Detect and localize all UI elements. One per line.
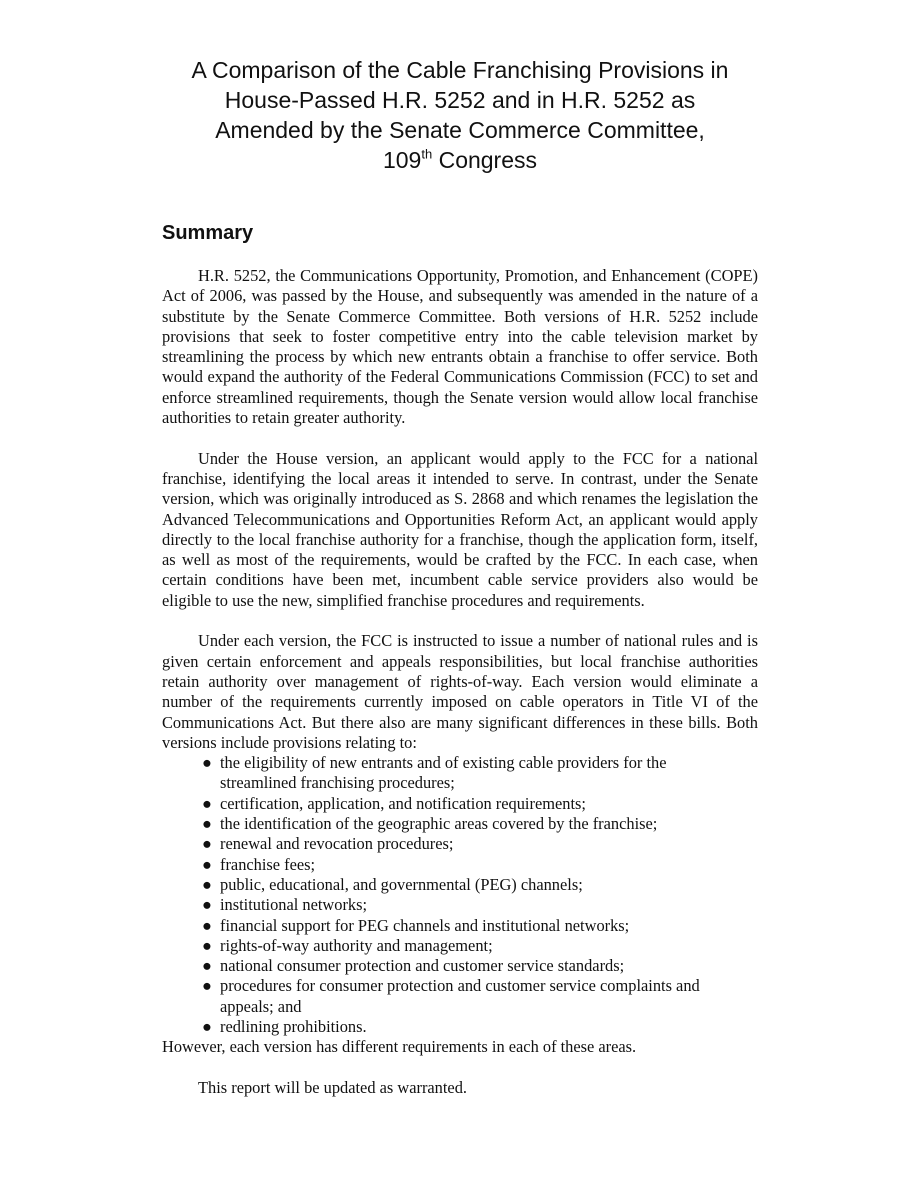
list-item-text: the identification of the geographic areas covered by the franchise;: [220, 814, 658, 834]
bullet-icon: ●: [202, 793, 212, 813]
congress-label: Congress: [432, 147, 538, 173]
congress-number: 109: [382, 147, 422, 173]
list-item-text: the eligibility of new entrants and of existing cable providers for the streamlined franchising procedures;: [220, 753, 667, 793]
title-line-4: [162, 145, 758, 175]
after-list-sentence: However, each version has different requirements in each of these areas.: [162, 1037, 637, 1057]
list-item: [202, 976, 700, 1017]
summary-paragraph-3: Under each version, the FCC is instructed to issue a number of national rules and is given certain enforcement and appeals responsibilities, but local franchise authorities retain authority over management of rights-of-way. Each version would eliminate a number of the requirements currently imposed on cable operators in Title VI of the Communications Act. But there also are many significant differences in these bills. Both versions include provisions relating to:: [162, 631, 758, 752]
title-line-2: House-Passed H.R. 5252 and in H.R. 5252 as: [224, 87, 696, 113]
list-item: [202, 895, 700, 915]
bullet-icon: ●: [202, 915, 212, 935]
list-item: [202, 936, 700, 956]
list-item-text: financial support for PEG channels and institutional networks;: [220, 915, 630, 935]
list-item: [202, 814, 700, 834]
bullet-icon: ●: [202, 874, 212, 894]
summary-paragraph-2: Under the House version, an applicant would apply to the FCC for a national franchise, identifying the local areas it intended to serve. In contrast, under the Senate version, which was originally introduced as S. 2868 and which renames the legislation the Advanced Telecommunications and Opportunities Reform Act, an applicant would apply directly to the local franchise authority for a franchise, though the application form, itself, as well as most of the requirements, would be crafted by the FCC. In each case, when certain conditions have been met, incumbent cable service providers also would be eligible to use the new, simplified franchise procedures and requirements.: [162, 448, 758, 610]
list-item-text: national consumer protection and customer service standards;: [220, 956, 625, 976]
list-item-text: redlining prohibitions.: [220, 1016, 367, 1036]
congress-ordinal-suffix: th: [421, 146, 433, 162]
document-page: [162, 55, 758, 1098]
list-item-text: renewal and revocation procedures;: [220, 834, 454, 854]
bullet-icon: ●: [202, 814, 212, 834]
list-item-text: certification, application, and notification requirements;: [220, 793, 586, 813]
report-title: [162, 55, 758, 175]
bullet-icon: ●: [202, 834, 212, 854]
bullet-icon: ●: [202, 935, 212, 955]
title-line-3: Amended by the Senate Commerce Committee,: [215, 117, 705, 143]
list-item: [202, 855, 700, 875]
list-item: [202, 794, 700, 814]
list-item-text: procedures for consumer protection and customer service complaints and appeals; and: [220, 976, 700, 1016]
closing-note: This report will be updated as warranted.: [198, 1077, 467, 1097]
list-item-text: franchise fees;: [220, 854, 316, 874]
summary-body: [162, 266, 758, 1098]
summary-paragraph-1: H.R. 5252, the Communications Opportunity, Promotion, and Enhancement (COPE) Act of 2006, was passed by the House, and subsequently was amended in the nature of a substitute by the Senate Commerce Committee. Both versions of H.R. 5252 include provisions that seek to foster competitive entry into the cable television market by streamlining the process by which new entrants obtain a franchise to offer service. Both would expand the authority of the Federal Communications Commission (FCC) to set and enforce streamlined requirements, though the Senate version would allow local franchise authorities to retain greater authority.: [162, 266, 758, 428]
summary-heading: Summary: [162, 222, 254, 244]
bullet-icon: ●: [202, 1016, 212, 1036]
list-item-text: public, educational, and governmental (PEG) channels;: [220, 874, 583, 894]
list-item: [202, 916, 700, 936]
bullet-icon: ●: [202, 956, 212, 976]
title-line-1: A Comparison of the Cable Franchising Provisions in: [191, 57, 729, 83]
provisions-list: [162, 753, 700, 1037]
list-item: [202, 753, 700, 794]
bullet-icon: ●: [202, 976, 212, 996]
bullet-icon: ●: [202, 854, 212, 874]
list-item: [202, 956, 700, 976]
list-item-text: institutional networks;: [220, 895, 368, 915]
bullet-icon: ●: [202, 895, 212, 915]
list-item: [202, 1017, 700, 1037]
list-item: [202, 875, 700, 895]
list-item: [202, 834, 700, 854]
bullet-icon: ●: [202, 753, 212, 773]
list-item-text: rights-of-way authority and management;: [220, 935, 493, 955]
